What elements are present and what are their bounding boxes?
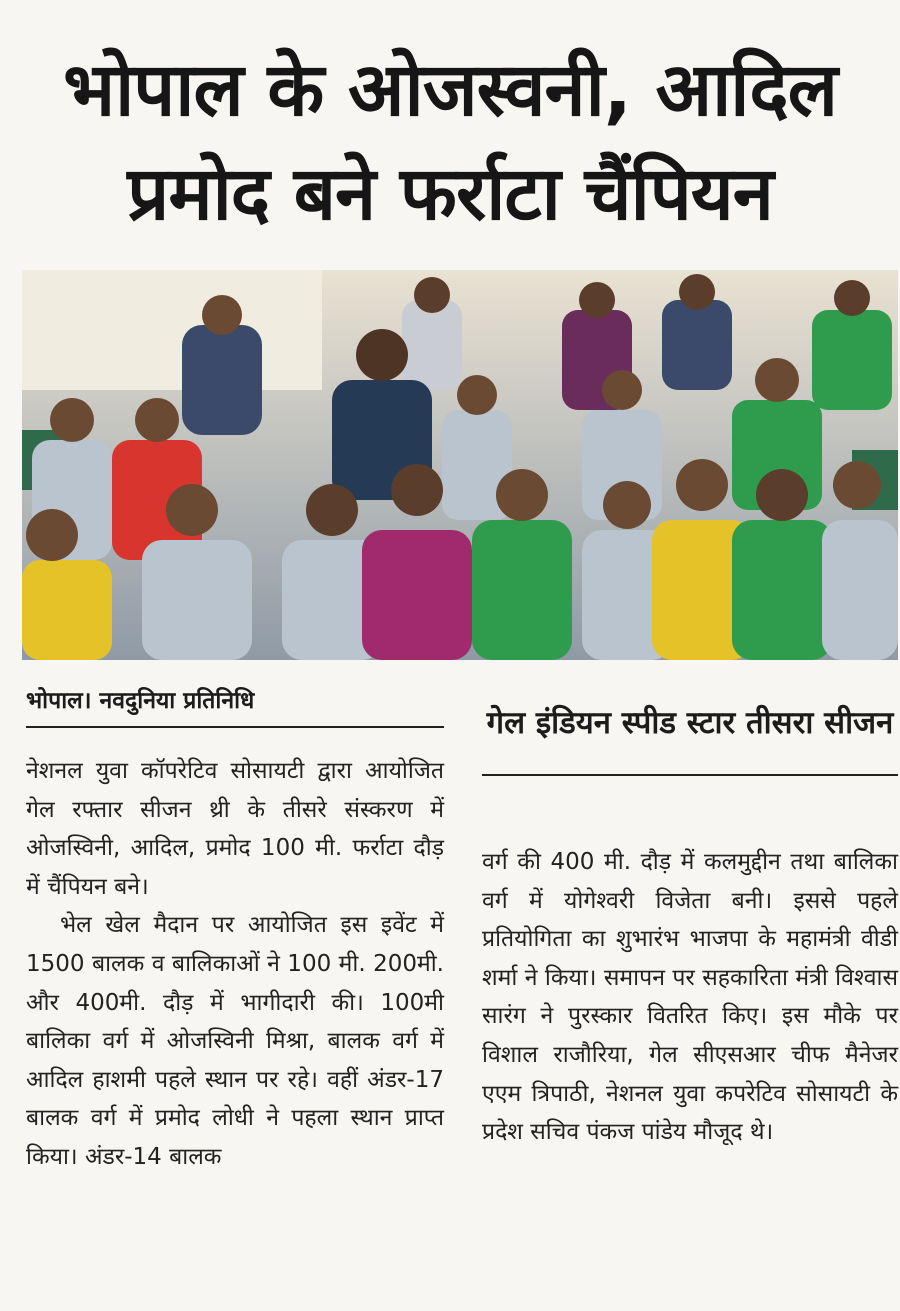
group-photo (22, 270, 898, 660)
sub-headline: गेल इंडियन स्पीड स्टार तीसरा सीजन (482, 700, 898, 776)
dateline: भोपाल। नवदुनिया प्रतिनिधि (26, 684, 444, 728)
article-column-left (26, 752, 444, 1177)
article-column-right (482, 843, 898, 1152)
headline: भोपाल के ओजस्वनी, आदिल प्रमोद बने फर्राटा चैंपियन (63, 47, 837, 237)
article-paragraph-2: भेल खेल मैदान पर आयोजित इस इवेंट में 1500 बालक व बालिकाओं ने 100 मी. 200मी. और 400मी. दौड़ में भागीदारी की। 100मी बालिका वर्ग में ओजस्विनी मिश्रा, बालक वर्ग में आदिल हाशमी पहले स्थान पर रहे। वहीं अंडर-17 बालक वर्ग में प्रमोद लोधी ने पहला स्थान प्राप्त किया। अंडर-14 बालक (26, 912, 444, 1170)
article-paragraph-1: नेशनल युवा कॉपरेटिव सोसायटी द्वारा आयोजित गेल रफ्तार सीजन थ्री के तीसरे संस्करण में ओजस्विनी, आदिल, प्रमोद 100 मी. फर्राटा दौड़ में चैंपियन बने। (26, 758, 444, 900)
article-paragraph-3: वर्ग की 400 मी. दौड़ में कलमुद्दीन तथा बालिका वर्ग में योगेश्वरी विजेता बनी। इससे पहले प्रतियोगिता का शुभारंभ भाजपा के महामंत्री वीडी शर्मा ने किया। समापन पर सहकारिता मंत्री विश्वास सारंग ने पुरस्कार वितरित किए। इस मौके पर विशाल राजौरिया, गेल सीएसआर चीफ मैनेजर एएम त्रिपाठी, नेशनल युवा कपरेटिव सोसायटी के प्रदेश सचिव पंकज पांडेय मौजूद थे। (482, 849, 898, 1146)
